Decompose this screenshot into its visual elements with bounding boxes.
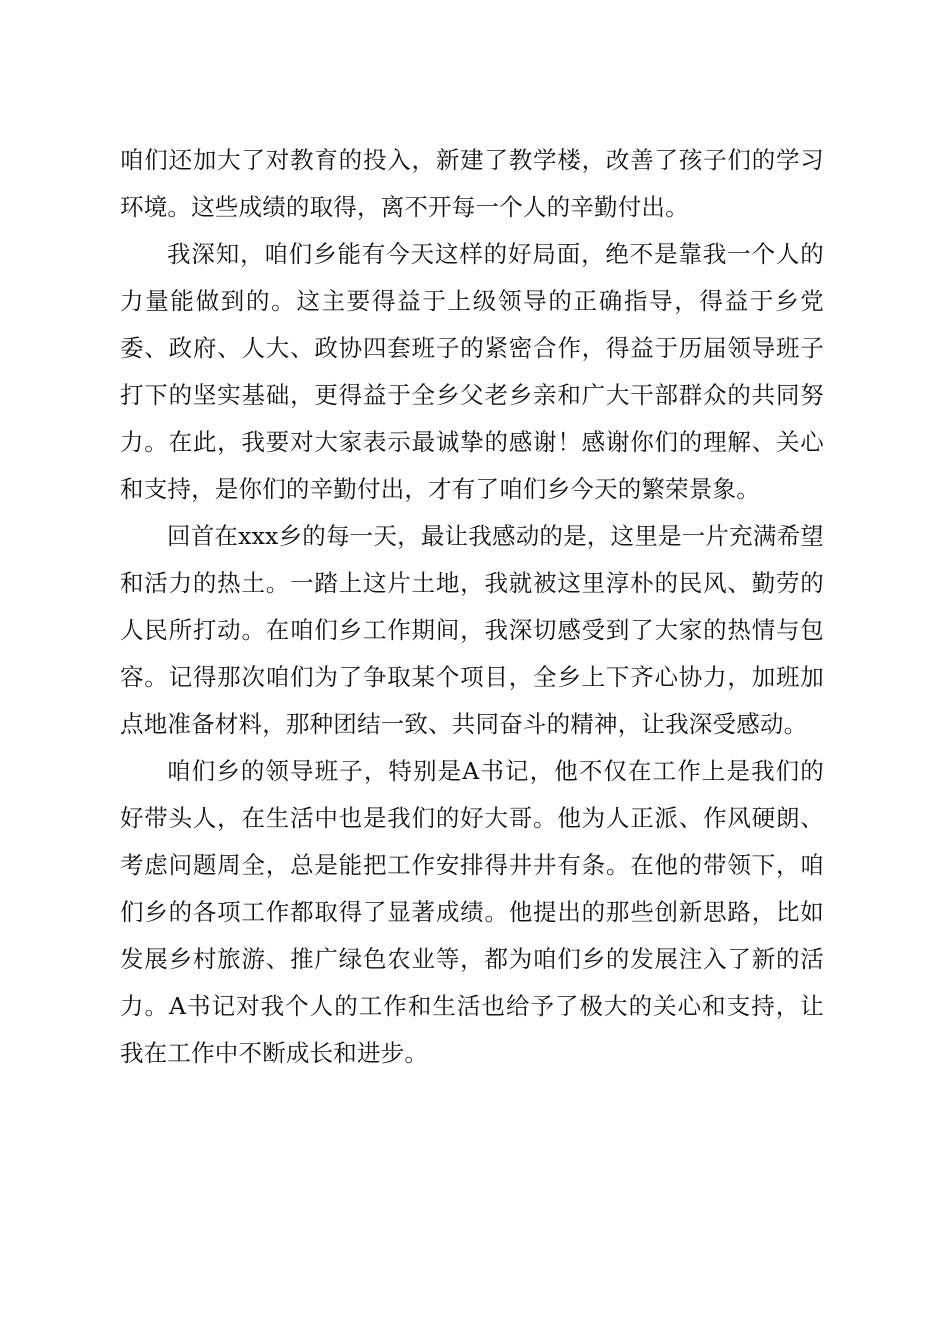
paragraph-1: 咱们还加大了对教育的投入，新建了教学楼，改善了孩子们的学习环境。这些成绩的取得，离不开每一个人的辛勤付出。 (120, 146, 824, 221)
document-body (120, 137, 824, 1077)
paragraph-4: 咱们乡的领导班子，特别是A书记，他不仅在工作上是我们的好带头人，在生活中也是我们的好大哥。他为人正派、作风硬朗、考虑问题周全，总是能把工作安排得井井有条。在他的带领下，咱们乡的各项工作都取得了显著成绩。他提出的那些创新思路，比如发展乡村旅游、推广绿色农业等，都为咱们乡的发展注入了新的活力。A书记对我个人的工作和生活也给予了极大的关心和支持，让我在工作中不断成长和进步。 (120, 757, 824, 1067)
paragraph-3: 回首在xxx乡的每一天，最让我感动的是，这里是一片充满希望和活力的热土。一踏上这片土地，我就被这里淳朴的民风、勤劳的人民所打动。在咱们乡工作期间，我深切感受到了大家的热情与包容。记得那次咱们为了争取某个项目，全乡上下齐心协力，加班加点地准备材料，那种团结一致、共同奋斗的精神，让我深受感动。 (120, 522, 824, 738)
paragraph-2: 我深知，咱们乡能有今天这样的好局面，绝不是靠我一个人的力量能做到的。这主要得益于上级领导的正确指导，得益于乡党委、政府、人大、政协四套班子的紧密合作，得益于历届领导班子打下的坚实基础，更得益于全乡父老乡亲和广大干部群众的共同努力。在此，我要对大家表示最诚挚的感谢！感谢你们的理解、关心和支持，是你们的辛勤付出，才有了咱们乡今天的繁荣景象。 (120, 240, 824, 503)
